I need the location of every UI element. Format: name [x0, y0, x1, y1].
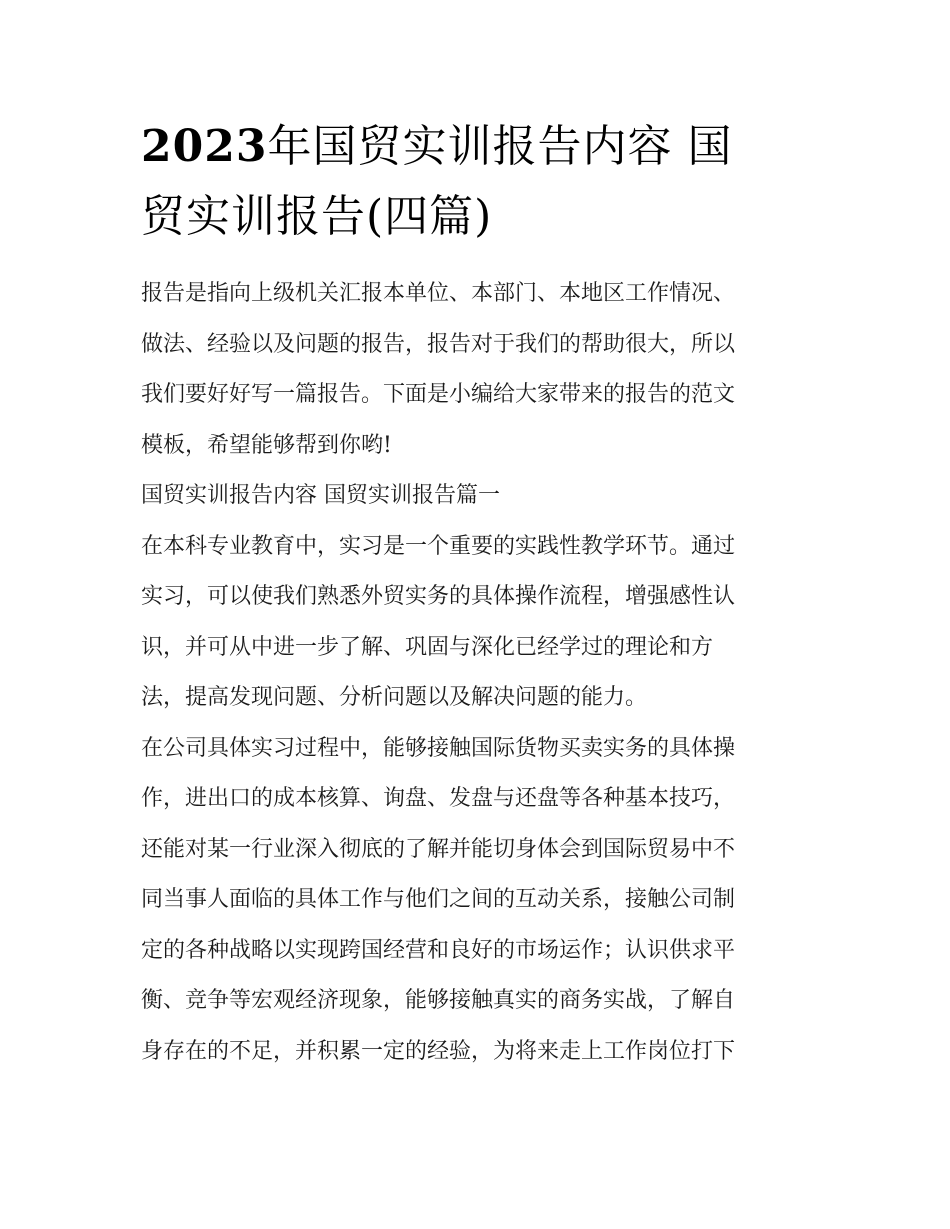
paragraph-2: [141, 724, 813, 1078]
paragraph-line: 定的各种战略以实现跨国经营和良好的市场运作；认识供求平: [141, 937, 736, 963]
title-year: 2023: [141, 121, 268, 172]
paragraph-1: [141, 522, 813, 724]
document-content: [141, 112, 813, 1077]
paragraph-line: 法，提高发现问题、分析问题以及解决问题的能力。: [141, 685, 648, 710]
paragraph-line: 身存在的不足，并积累一定的经验，为将来走上工作岗位打下: [141, 1038, 736, 1064]
intro-line: 我们要好好写一篇报告。下面是小编给大家带来的报告的范文: [141, 382, 736, 407]
paragraph-line: 还能对某一行业深入彻底的了解并能切身体会到国际贸易中不: [141, 836, 736, 862]
intro-line: 报告是指向上级机关汇报本单位、本部门、本地区工作情况、: [141, 281, 736, 306]
section-heading: [141, 471, 813, 522]
intro-paragraph: [141, 269, 813, 471]
document-title: [141, 112, 813, 252]
paragraph-line: 同当事人面临的具体工作与他们之间的互动关系，接触公司制: [141, 887, 736, 912]
title-line-1-rest: 年国贸实训报告内容 国: [267, 121, 733, 172]
paragraph-line: 在本科专业教育中，实习是一个重要的实践性教学环节。通过: [141, 533, 736, 559]
paragraph-line: 识，并可从中进一步了解、巩固与深化已经学过的理论和方: [141, 634, 714, 660]
intro-line: 模板，希望能够帮到你哟!: [141, 432, 392, 458]
title-line-1: [141, 112, 813, 182]
title-line-2: 贸实训报告(四篇): [141, 191, 493, 242]
intro-line: 做法、经验以及问题的报告，报告对于我们的帮助很大，所以: [141, 331, 736, 357]
paragraph-line: 衡、竞争等宏观经济现象，能够接触真实的商务实战，了解自: [141, 988, 736, 1013]
paragraph-line: 作，进出口的成本核算、询盘、发盘与还盘等各种基本技巧，: [141, 786, 736, 811]
paragraph-line: 实习，可以使我们熟悉外贸实务的具体操作流程，增强感性认: [141, 584, 736, 609]
paragraph-line: 在公司具体实习过程中，能够接触国际货物买卖实务的具体操: [141, 735, 736, 761]
section-heading-text: 国贸实训报告内容 国贸实训报告篇一: [141, 483, 500, 508]
document-body: [141, 269, 813, 1077]
